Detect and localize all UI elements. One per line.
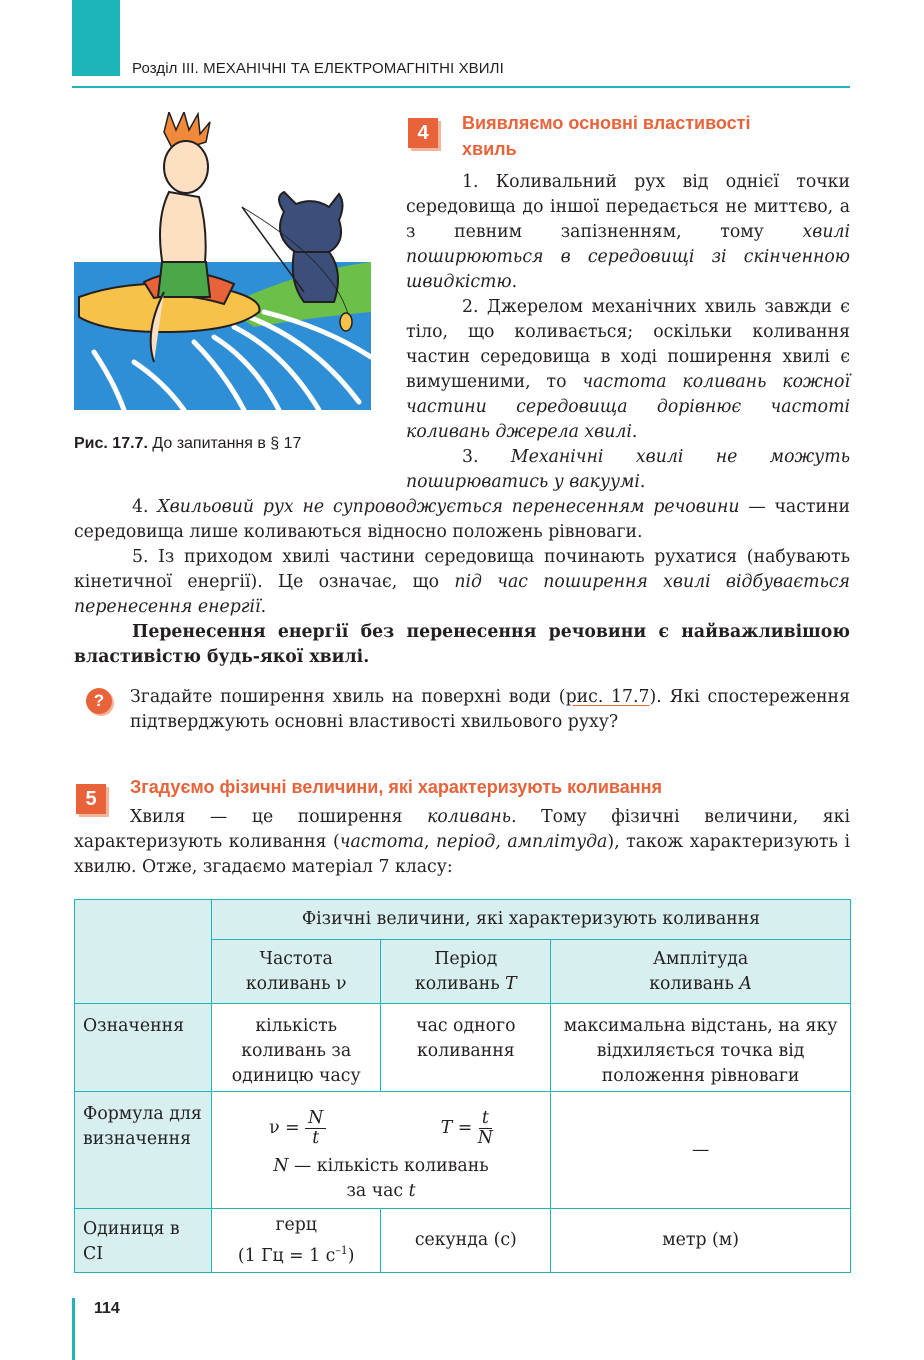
equals-sign: = <box>452 1117 473 1138</box>
italic-span: Хвильовий рух не супроводжується перенесенням речовини <box>157 497 740 517</box>
section-number-badge: 5 <box>76 784 106 814</box>
text-span: 3. <box>462 447 511 467</box>
figure-label: Рис. 17.7. <box>74 435 148 452</box>
column-header-period <box>381 940 551 1004</box>
numerator: N <box>305 1109 326 1129</box>
text-span: ), також характеризують і хвилю. Отже, згадаємо матеріал 7 класу: <box>74 832 850 877</box>
column-header-frequency <box>211 940 381 1004</box>
running-head: Розділ III. МЕХАНІЧНІ ТА ЕЛЕКТРОМАГНІТНІ ХВИЛІ <box>132 60 504 77</box>
text-span: Хвиля — це поширення <box>130 807 428 827</box>
unit-frequency <box>211 1209 381 1273</box>
italic-span: частота коливань кожної частини середовища дорівнює частоті коливань джерела хвилі <box>406 372 850 442</box>
unit-period: секунда (с) <box>381 1209 551 1273</box>
row-label-definition: Означення <box>75 1004 212 1092</box>
header-line <box>552 972 849 997</box>
italic-span: Механічні хвилі не можуть поширюватись у вакуумі <box>406 447 851 492</box>
header-line: Амплітуда <box>652 948 749 969</box>
formula-note <box>212 1154 550 1179</box>
jet-ski-illustration <box>74 112 371 410</box>
paragraph-property-5 <box>74 545 850 620</box>
definition-period: час одного коливання <box>381 1004 551 1092</box>
table-group-header: Фізичні величини, які характеризують коливання <box>211 900 850 940</box>
formula-cell <box>211 1092 550 1209</box>
page-number-bar <box>72 1298 75 1360</box>
formula-lhs: T <box>440 1117 453 1138</box>
paragraph-property-1 <box>406 170 850 295</box>
text-span: . <box>260 597 267 617</box>
italic-span: період, амплітуда <box>436 832 608 852</box>
header-line: Частота <box>259 948 333 969</box>
figure-caption <box>74 435 301 453</box>
row-label-formula: Формула для визначення <box>75 1092 212 1209</box>
header-line <box>382 972 549 997</box>
unit-definition <box>213 1238 380 1269</box>
denominator: t <box>312 1127 320 1148</box>
symbol: A <box>739 973 752 994</box>
text-span: (1 Гц = 1 с <box>237 1245 336 1266</box>
text-span: за час <box>346 1181 409 1201</box>
italic-span: коливань <box>427 807 512 827</box>
question-text <box>130 685 850 735</box>
fraction <box>478 1109 493 1148</box>
text-span: 1. Коливальний рух від однієї точки середовища до іншої передається не миттєво, а з певним запізненням, тому <box>406 172 850 242</box>
section-title: Згадуємо фізичні величини, які характеризують коливання <box>130 777 662 797</box>
paragraph-property-3 <box>406 445 850 495</box>
text-span: 5. Із приходом хвилі частини середовища починають рухатися (набувають кінетичної енергії). Це означає, що <box>74 547 850 592</box>
numerator: t <box>479 1109 492 1129</box>
text-span: ). Які спостереження підтверджують основні властивості хвильового руху? <box>130 687 850 732</box>
page-number: 114 <box>94 1300 120 1317</box>
frequency-formula <box>269 1109 326 1148</box>
table-corner-cell <box>75 900 212 1004</box>
column-header-amplitude <box>551 940 851 1004</box>
text-span: ) <box>347 1245 355 1266</box>
formula-amplitude: — <box>551 1092 851 1209</box>
figure-caption-text: До запитання в § 17 <box>147 435 302 452</box>
text-span: . <box>511 272 518 292</box>
denominator: N <box>477 1127 493 1148</box>
text-span: , <box>423 832 437 852</box>
text-span: коливань <box>649 973 740 994</box>
symbol: N <box>273 1156 289 1176</box>
formula-lhs: ν = <box>269 1117 300 1138</box>
text-span: . <box>639 472 646 492</box>
period-formula <box>441 1109 493 1148</box>
text-span: — кількість коливань <box>288 1156 489 1176</box>
superscript: –1 <box>335 1243 348 1257</box>
italic-span: хвилі поширюються в середовищі зі скінченною швидкістю <box>406 222 850 292</box>
text-span: . <box>631 422 638 442</box>
definition-amplitude: максимальна відстань, на яку відхиляється точка від положення рівноваги <box>551 1004 851 1092</box>
section-title <box>462 110 751 162</box>
row-label-si-unit: Одиниця в СІ <box>75 1209 212 1273</box>
question-icon: ? <box>86 688 112 714</box>
fraction <box>305 1109 326 1148</box>
unit-name: герц <box>275 1214 317 1235</box>
header-line: Період <box>434 948 498 969</box>
text-span: 2. Джерелом механічних хвиль завжди є тіло, що коливається; оскільки коливання частин середовища в ході поширення хвилі є вимушеними, то <box>406 297 850 392</box>
text-span: коливань <box>414 973 506 994</box>
symbol: t <box>408 1181 416 1201</box>
unit-amplitude: метр (м) <box>551 1209 851 1273</box>
header-line: коливань ν <box>245 973 347 994</box>
key-statement: Перенесення енергії без перенесення речовини є найважливішою властивістю будь-якої хвилі. <box>74 622 850 667</box>
formula-note <box>212 1179 550 1204</box>
paragraph-property-2 <box>406 295 850 445</box>
section5-intro <box>74 805 850 880</box>
italic-span: частота <box>339 832 424 852</box>
text-span: 4. <box>132 497 158 517</box>
text-span: Згадайте поширення хвиль на поверхні води ( <box>130 687 566 707</box>
oscillation-quantities-table <box>74 899 851 1273</box>
section-number-badge: 4 <box>408 118 438 148</box>
header-rule <box>72 86 850 88</box>
section-title-line: Виявляємо основні властивості <box>462 113 751 133</box>
paragraph-property-4 <box>74 495 850 545</box>
definition-frequency: кількість коливань за одиницю часу <box>211 1004 381 1092</box>
section-title-line: хвиль <box>462 139 517 159</box>
chapter-tab <box>72 0 120 76</box>
text-span: — частини середовища лише коливаються відносно положень рівноваги. <box>74 497 850 542</box>
figure-link[interactable]: рис. 17.7 <box>565 687 650 707</box>
italic-span: під час поширення хвилі відбувається перенесення енергії <box>74 572 850 617</box>
text-span: . Тому фізичні величини, які характеризують коливання ( <box>74 807 850 852</box>
symbol: T <box>505 973 517 994</box>
